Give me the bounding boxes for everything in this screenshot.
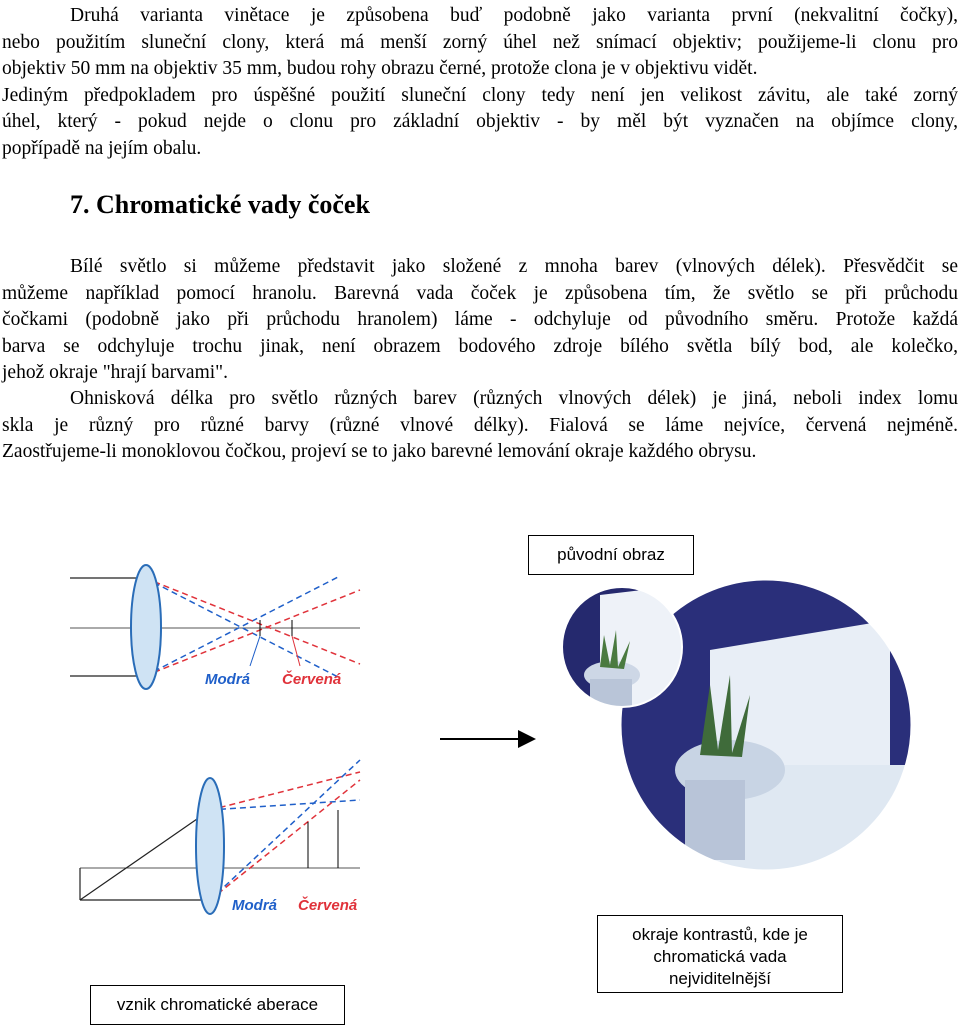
text-line: Jediným předpokladem pro úspěšné použití sluneční clony tedy není jen velikost závitu, ale také zorný [2,84,958,106]
lens-diagram-top [60,560,370,700]
blue-ray [145,576,340,676]
text-line: popřípadě na jejím obalu. [2,137,202,159]
text-line: nebo použitím sluneční clony, která má menší zorný úhel než snímací objektiv; použijeme-li clonu pro [2,31,958,53]
label-red: Červená [298,897,358,914]
text-line: Ohnisková délka pro světlo různých barev (různých vlnových délek) je jiná, neboli index lomu [70,388,958,409]
aberration-origin-box [90,985,345,1025]
incoming-ray [80,810,210,900]
red-ray [145,590,360,676]
lens-diagram-bottom [70,750,370,920]
box-line: okraje kontrastů, kde je [632,925,808,944]
text-line: úhel, který - pokud nejde o clonu pro základní objektiv - by měl být vyznačen na objímce clony, [2,111,958,132]
arrow-icon [440,724,540,754]
paragraph-vignetting [2,3,958,162]
text-line: objektiv 50 mm na objektiv 35 mm, budou rohy obrazu černé, protože clona je v objektivu vidět. [2,58,758,79]
text-line: Zaostřujeme-li monoklovou čočkou, projeví se to jako barevné lemování okraje každého obrysu. [2,441,757,462]
box-line: chromatická vada [653,947,787,966]
red-ray [145,578,360,664]
text-line: Druhá varianta vinětace je způsobena buď podobně jako varianta první (nekvalitní čočky), [70,5,958,26]
label-pointer [250,636,260,666]
aberration-photo [560,575,915,930]
paragraph-chromatic-intro [2,254,958,387]
original-image-box [528,535,694,575]
text-line: čočkami (podobně jako při průchodu hranolem) láme - odchyluje od původního směru. Protože každá [2,309,958,330]
text-line: skla je různý pro různé barvy (různé vlnové délky). Fialová se láme nejvíce, červená nejméně. [2,414,958,436]
section-heading: 7. Chromatické vady čoček [70,190,370,219]
box-label: původní obraz [557,545,665,564]
lens-shape [196,778,224,914]
paragraph-focal-length [2,386,958,466]
text-line: Bílé světlo si můžeme představit jako složené z mnoha barev (vlnových délek). Přesvědčit se [70,256,958,277]
box-label: vznik chromatické aberace [116,995,319,1014]
box-line: nejviditelnější [668,969,772,988]
label-blue: Modrá [205,671,250,688]
lens-shape [131,565,161,689]
contrast-edges-box [597,915,843,993]
text-line: jehož okraje "hrají barvami". [2,362,228,383]
label-blue: Modrá [232,897,277,914]
label-pointer [292,636,300,666]
label-red: Červená [282,671,342,688]
text-line: můžeme například pomocí hranolu. Barevná vada čoček je způsobena tím, že světlo se při průchodu [2,282,958,304]
text-line: barva se odchyluje trochu jinak, není obrazem bodového zdroje bílého světla bílý bod, ale kolečko, [2,335,958,357]
